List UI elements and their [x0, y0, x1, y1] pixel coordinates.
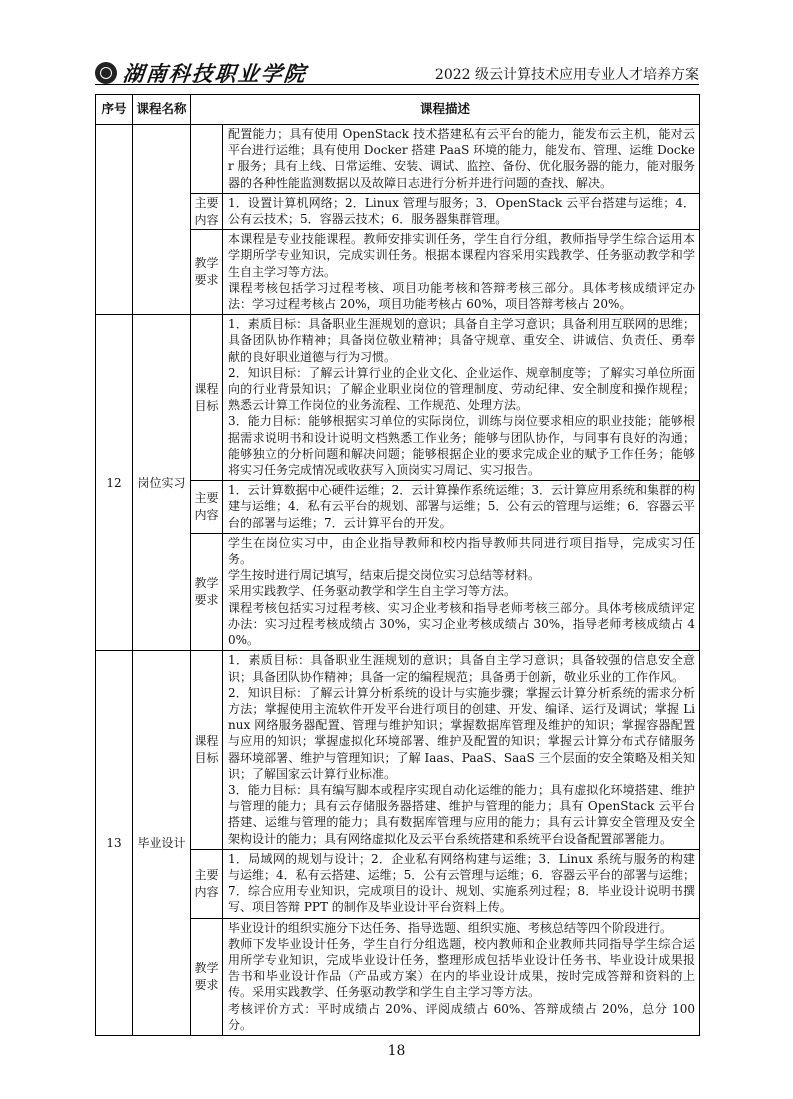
col-header-desc: 课程描述 — [191, 95, 700, 125]
school-seal-icon — [95, 62, 117, 84]
requirement-text: 本课程是专业技能课程。教师安排实训任务，学生自行分组，教师指导学生综合运用本学期所学专业知识，完成实训任务。根据本课程内容采用实践教学、任务驱动教学和学生自主学习等方法。 课程考核包括学习过程考核、项目功能考核和答辩考核三部分。具体考核成绩评定办法：学习过程考核占 20%，项目功能考核占 60%，项目答辩考核占 20%。 — [223, 230, 700, 315]
col-header-name: 课程名称 — [133, 95, 191, 125]
course-number: 12 — [96, 315, 133, 651]
requirement-text: 毕业设计的组织实施分下达任务、指导选题、组织实施、考核总结等四个阶段进行。 教师下发毕业设计任务，学生自行分组选题，校内教师和企业教师共同指导学生综合运用所学专业知识，完成毕业设计任务，整理形成包括毕业设计任务书、毕业设计成果报告书和毕业设计作品（产品或方案）在内的毕业设计成果，按时完成答辩和资料的上传。采用实践教学、任务驱动教学和学生自主学习等方法。 考核评价方式：平时成绩占 20%、评阅成绩占 60%、答辩成绩占 20%，总分 100 分。 — [223, 918, 700, 1035]
page-number: 18 — [387, 1043, 406, 1059]
course-name: 毕业设计 — [133, 651, 191, 1036]
content-label: 主要内容 — [191, 481, 223, 534]
content-label: 主要内容 — [191, 193, 223, 229]
document-title: 2022 级云计算技术应用专业人才培养方案 — [434, 67, 699, 83]
continued-goal-text: 配置能力；具有使用 OpenStack 技术搭建私有云平台的能力，能发布云主机，能对云平台进行运维；具有使用 Docker 搭建 PaaS 环境的能力，能发布、管理、运维 Docker 服务；具有上线、日常运维、安装、调试、监控、备份、优化服务器的能力，能对服务器的各种性能监测数据以及故障日志进行分析并进行问题的查找、解决。 — [223, 125, 700, 194]
logo-text: 湖南科技职业学院 — [121, 61, 309, 86]
content-text: 1．局域网的规划与设计；2．企业私有网络构建与运维；3．Linux 系统与服务的构建与运维；4．私有云搭建、运维；5．公有云管理与运维；6．容器云平台的部署与运维；7．综合应用专业知识，完成项目的设计、规划、实施系列过程；8．毕业设计说明书撰写、项目答辩 PPT 的制作及毕业设计平台资料上传。 — [223, 849, 700, 918]
table-row — [96, 651, 700, 849]
requirement-label: 教学要求 — [191, 533, 223, 650]
continued-no-cell — [96, 125, 133, 315]
table-row — [96, 315, 700, 481]
goal-label: 课程目标 — [191, 651, 223, 849]
continued-goal-label-cell — [191, 125, 223, 194]
goal-text: 1．素质目标：具备职业生涯规划的意识；具备自主学习意识；具备利用互联网的思维；具备团队协作精神；具备岗位敬业精神；具备守规章、重安全、讲诚信、负责任、勇奉献的良好职业道德与行为习惯。 2．知识目标：了解云计算行业的企业文化、企业运作、规章制度等；了解实习单位所面向的行业背景知识；了解企业职业岗位的管理制度、劳动纪律、安全制度和操作规程；熟悉云计算工作岗位的业务流程、工作规范、处理方法。 3．能力目标：能够根据实习单位的实际岗位，训练与岗位要求相应的职业技能；能够根据需求说明书和设计说明文档熟悉工作业务；能够与团队协作，与同事有良好的沟通；能够独立的分析问题和解决问题；能够根据企业的要求完成企业的赋予工作任务；能够将实习任务完成情况或收获写入顶岗实习周记、实习报告。 — [223, 315, 700, 481]
requirement-label: 教学要求 — [191, 230, 223, 315]
goal-text: 1．素质目标：具备职业生涯规划的意识；具备自主学习意识；具备较强的信息安全意识；具备团队协作精神；具备一定的编程规范；具备勇于创新，敬业乐业的工作作风。 2．知识目标：了解云计算分析系统的设计与实施步骤；掌握云计算分析系统的需求分析方法；掌握使用主流软件开发平台进行项目的创建、开发、编译、运行及调试；掌握 Linux 网络服务器配置、管理与维护知识；掌握数据库管理及维护的知识；掌握容器配置与应用的知识；掌握虚拟化环境部署、维护及配置的知识；掌握云计算分布式存储服务器环境部署、维护与管理知识；了解 Iaas、PaaS、SaaS 三个层面的安全策略及相关知识；了解国家云计算行业标准。 3．能力目标：具有编写脚本或程序实现自动化运维的能力；具有虚拟化环境搭建、维护与管理的能力；具有云存储服务器搭建、维护与管理的能力；具有 OpenStack 云平台搭建、运维与管理的能力；具有数据库管理与应用的能力；具有云计算安全管理及安全架构设计的能力；具有网络虚拟化及云平台系统搭建和系统平台设备配置部署能力。 — [223, 651, 700, 849]
requirement-text: 学生在岗位实习中，由企业指导教师和校内指导教师共同进行项目指导，完成实习任务。 学生按时进行周记填写，结束后提交岗位实习总结等材料。 采用实践教学、任务驱动教学和学生自主学习等方法。 课程考核包括实习过程考核、实习企业考核和指导老师考核三部分。具体考核成绩评定办法：实习过程考核成绩占 30%，实习企业考核成绩占 30%，指导老师考核成绩占 40%。 — [223, 533, 700, 650]
course-name: 岗位实习 — [133, 315, 191, 651]
table-row — [96, 125, 700, 194]
goal-label: 课程目标 — [191, 315, 223, 481]
content-text: 1．设置计算机网络；2．Linux 管理与服务；3．OpenStack 云平台搭建与运维；4．公有云技术；5．容器云技术；6．服务器集群管理。 — [223, 193, 700, 229]
header-divider — [95, 84, 699, 85]
continued-name-cell — [133, 125, 191, 315]
course-table — [95, 94, 700, 1036]
course-number: 13 — [96, 651, 133, 1036]
table-header-row — [96, 95, 700, 125]
page-header — [95, 58, 699, 86]
content-label: 主要内容 — [191, 849, 223, 918]
requirement-label: 教学要求 — [191, 918, 223, 1035]
col-header-no: 序号 — [96, 95, 133, 125]
content-text: 1．云计算数据中心硬件运维；2．云计算操作系统运维；3．云计算应用系统和集群的构建与运维；4．私有云平台的规划、部署与运维；5．公有云的管理与运维；6．容器云平台的部署与运维；7．云计算平台的开发。 — [223, 481, 700, 534]
